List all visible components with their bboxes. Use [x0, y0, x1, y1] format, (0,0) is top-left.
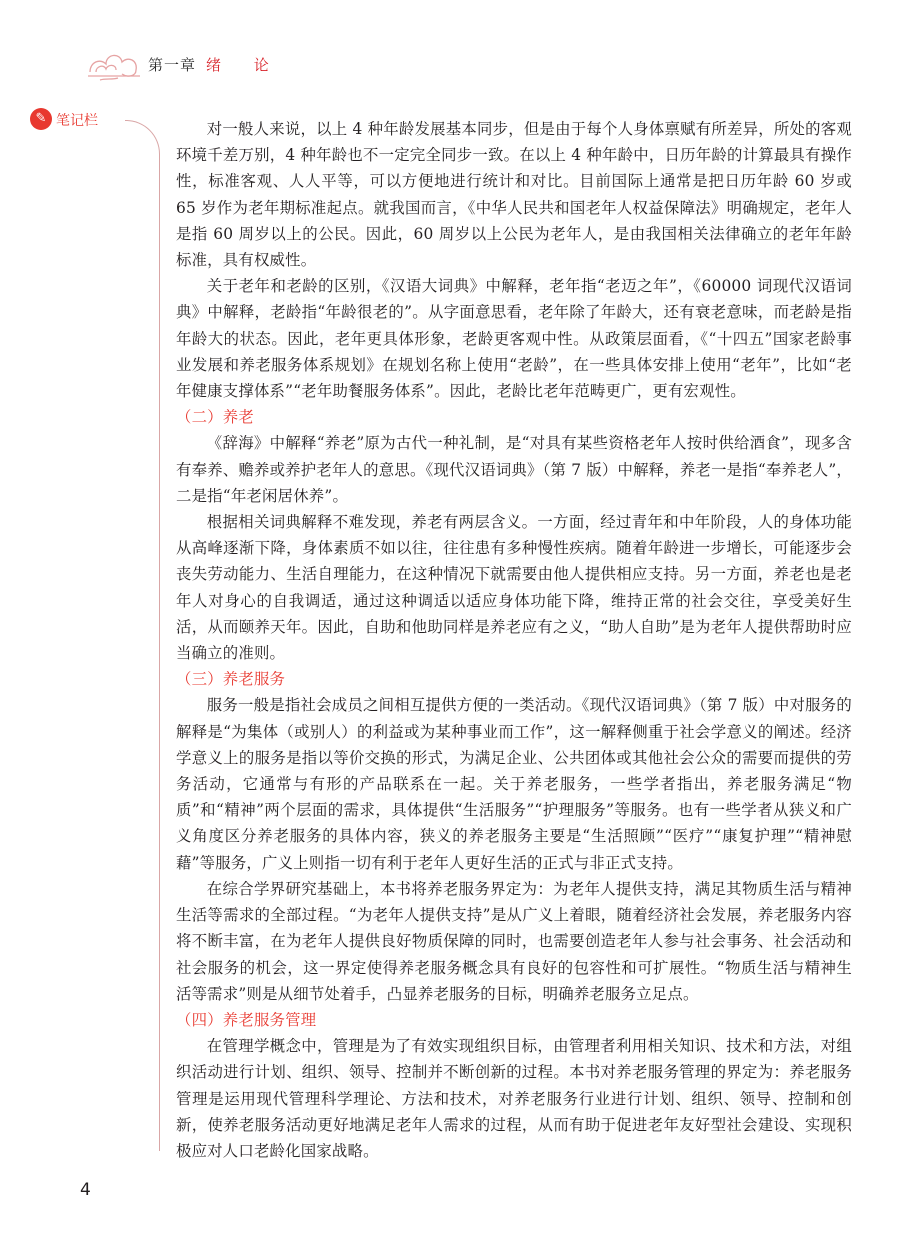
section-heading: （三）养老服务 — [176, 670, 286, 689]
paragraph: 对一般人来说，以上 4 种年龄发展基本同步，但是由于每个人身体禀赋有所差异，所处的客观环境千差万别，4 种年龄也不一定完全同步一致。在以上 4 种年龄中，日历年龄的计算最具有操作性，标准客观、人人平等，可以方便地进行统计和对比。目前国际上通常是把日历年龄 60 岁或 65 岁作为老年期标准起点。就我国而言，《中华人民共和国老年人权益保障法》明确规定，老年人是指 60 周岁以上的公民。因此，60 周岁以上公民为老年人，是由我国相关法律确立的老年年龄标准，具有权威性。 — [176, 120, 852, 270]
section-heading: （二）养老 — [176, 408, 254, 427]
pencil-note-icon: ✎ — [30, 108, 52, 130]
section-heading: （四）养老服务管理 — [176, 1010, 317, 1029]
chapter-label: 第一章 — [148, 56, 197, 74]
notes-label: 笔记栏 — [56, 113, 98, 129]
notes-margin-divider — [125, 120, 160, 1151]
chapter-title — [148, 54, 283, 75]
page-header — [0, 0, 900, 110]
paragraph: 在综合学界研究基础上，本书将养老服务界定为：为老年人提供支持，满足其物质生活与精神生活等需求的全部过程。“为老年人提供支持”是从广义上着眼，随着经济社会发展，养老服务内容将不断丰富，在为老年人提供良好物质保障的同时，也需要创造老年人参与社会事务、社会活动和社会服务的机会，这一界定使得养老服务概念具有良好的包容性和可扩展性。“物质生活与精神生活等需求”则是从细节处着手，凸显养老服务的目标，明确养老服务立足点。 — [176, 879, 852, 1003]
cloud-ornament-icon — [86, 42, 142, 82]
paragraph: 在管理学概念中，管理是为了有效实现组织目标，由管理者利用相关知识、技术和方法，对组织活动进行计划、组织、领导、控制并不断创新的过程。本书对养老服务管理的界定为：养老服务管理是运用现代管理科学理论、方法和技术，对养老服务行业进行计划、组织、领导、控制和创新，使养老服务活动更好地满足老年人需求的过程，从而有助于促进老年友好型社会建设、实现积极应对人口老龄化国家战略。 — [176, 1037, 852, 1160]
paragraph: 服务一般是指社会成员之间相互提供方便的一类活动。《现代汉语词典》（第 7 版）中对服务的解释是“为集体（或别人）的利益或为某种事业而工作”，这一解释侧重于社会学意义的阐述。经济学意义上的服务是指以等价交换的形式，为满足企业、公共团体或其他社会公众的需要而提供的劳务活动，它通常与有形的产品联系在一起。关于养老服务，一些学者指出，养老服务满足“物质”和“精神”两个层面的需求，具体提供“生活服务”“护理服务”等服务。也有一些学者从狭义和广义角度区分养老服务的具体内容，狭义的养老服务主要是“生活照顾”“医疗”“康复护理”“精神慰藉”等服务，广义上则指一切有利于老年人更好生活的正式与非正式支持。 — [176, 696, 852, 872]
body-text — [176, 116, 852, 1164]
page-number: 4 — [80, 1180, 91, 1200]
paragraph: 《辞海》中解释“养老”原为古代一种礼制，是“对具有某些资格老年人按时供给酒食”，现多含有奉养、赡养或养护老年人的意思。《现代汉语词典》（第 7 版）中解释，养老一是指“奉养老人”，二是指“年老闲居休养”。 — [176, 434, 852, 505]
paragraph: 关于老年和老龄的区别，《汉语大词典》中解释，老年指“老迈之年”，《60000 词现代汉语词典》中解释，老龄指“年龄很老的”。从字面意思看，老年除了年龄大，还有衰老意味，而老龄是指年龄大的状态。因此，老年更具体形象，老龄更客观中性。从政策层面看，《“十四五”国家老龄事业发展和养老服务体系规划》在规划名称上使用“老龄”，在一些具体安排上使用“老年”，比如“老年健康支撑体系”“老年助餐服务体系”。因此，老龄比老年范畴更广，更有宏观性。 — [176, 277, 852, 401]
paragraph: 根据相关词典解释不难发现，养老有两层含义。一方面，经过青年和中年阶段，人的身体功能从高峰逐渐下降，身体素质不如以往，往往患有多种慢性疾病。随着年龄进一步增长，可能逐步会丧失劳动能力、生活自理能力，在这种情况下就需要由他人提供相应支持。另一方面，养老也是老年人对身心的自我调适，通过这种调适以适应身体功能下降，维持正常的社会交往，享受美好生活，从而颐养天年。因此，自助和他助同样是养老应有之义，“助人自助”是为老年人提供帮助时应当确立的准则。 — [176, 513, 852, 663]
chapter-name: 绪 论 — [206, 56, 283, 74]
